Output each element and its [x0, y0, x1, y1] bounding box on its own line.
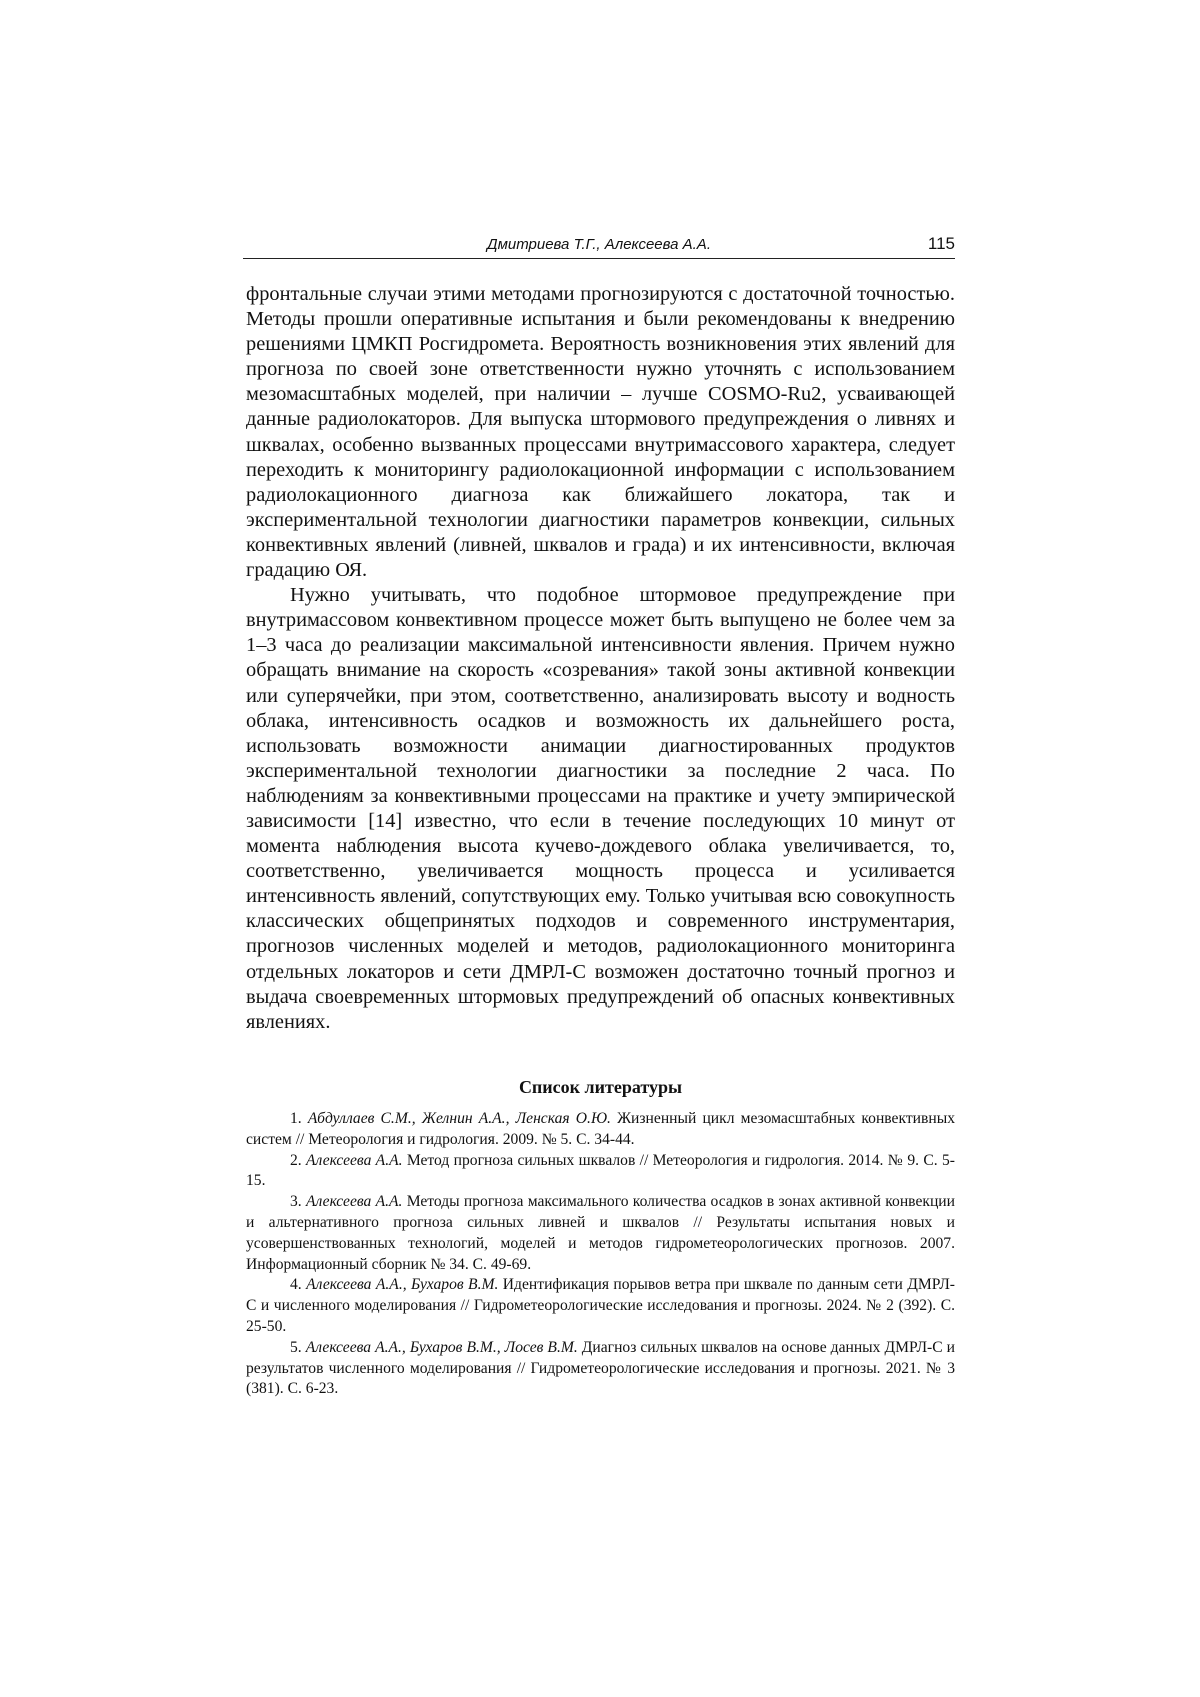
reference-item — [246, 1338, 955, 1400]
reference-text: Методы прогноза максимального количества осадков в зонах активной конвекции и альтернативного прогноза сильных ливней и шквалов // Результаты испытания новых и усовершенствованных технологий, моделей и методов гидрометеорологических прогнозов. 2007. Информационный сборник № 34. С. 49-69. — [246, 1193, 955, 1273]
reference-text: Жизненный цикл мезомасштабных конвективных систем // Метеорология и гидрология. 2009. № 5. С. 34-44. — [246, 1110, 955, 1148]
body-paragraph: Нужно учитывать, что подобное штормовое предупреждение при внутримассовом конвективном процессе может быть выпущено не более чем за 1–3 часа до реализации максимальной интенсивности явления. Причем нужно обращать внимание на скорость «созревания» такой зоны активной конвекции или суперячейки, при этом, соответственно, анализировать высоту и водность облака, интенсивность осадков и возможность их дальнейшего роста, использовать возможности анимации диагностированных продуктов экспериментальной технологии диагностики за последние 2 часа. По наблюдениям за конвективными процессами на практике и учету эмпирической зависимости [14] известно, что если в течение последующих 10 минут от момента наблюдения высота кучево-дождевого облака увеличивается, то, соответственно, увеличивается мощность процесса и усиливается интенсивность явлений, сопутствующих ему. Только учитывая всю совокупность классических общепринятых подходов и современного инструментария, прогнозов численных моделей и методов, радиолокационного мониторинга отдельных локаторов и сети ДМРЛ-С возможен достаточно точный прогноз и выдача своевременных штормовых предупреждений об опасных конвективных явлениях. — [246, 584, 955, 1033]
reference-number: 1. — [290, 1110, 302, 1127]
reference-number: 3. — [290, 1193, 302, 1211]
references-title: Список литературы — [518, 1077, 683, 1097]
reference-text: Идентификация порывов ветра при шквале по данным сети ДМРЛ-С и численного моделирования // Гидрометеорологические исследования и прогнозы. 2024. № 2 (392). С. 25-50. — [246, 1276, 955, 1335]
reference-authors: Алексеева А.А., Бухаров В.М. — [306, 1276, 499, 1294]
page-number: 115 — [927, 234, 955, 253]
reference-authors: Абдуллаев С.М., Желнин А.А., Ленская О.Ю. — [307, 1110, 611, 1127]
reference-item — [246, 1109, 955, 1151]
body-paragraph: фронтальные случаи этими методами прогнозируются с достаточной точностью. Методы прошли оперативные испытания и были рекомендованы к внедрению решениями ЦМКП Росгидромета. Вероятность возникновения этих явлений для прогноза по своей зоне ответственности нужно уточнять с использованием мезомасштабных моделей, при наличии – лучше COSMO-Ru2, усваивающей данные радиолокаторов. Для выпуска штормового предупреждения о ливнях и шквалах, особенно вызванных процессами внутримассового характера, следует переходить к мониторингу радиолокационной информации с использованием радиолокационного диагноза как ближайшего локатора, так и экспериментальной технологии диагностики параметров конвекции, сильных конвективных явлений (ливней, шквалов и града) и их интенсивности, включая градацию ОЯ. — [246, 283, 955, 582]
header-authors: Дмитриева Т.Г., Алексеева А.А. — [487, 236, 711, 253]
reference-number: 4. — [290, 1276, 302, 1294]
references-list — [246, 1109, 955, 1400]
reference-item — [246, 1192, 955, 1275]
reference-authors: Алексеева А.А. — [306, 1151, 403, 1169]
reference-authors: Алексеева А.А. — [305, 1193, 403, 1211]
reference-number: 2. — [290, 1151, 302, 1169]
reference-text: Метод прогноза сильных шквалов // Метеорология и гидрология. 2014. № 9. С. 5-15. — [246, 1151, 955, 1190]
running-header — [243, 232, 955, 259]
body-text — [246, 282, 955, 1035]
reference-text: Диагноз сильных шквалов на основе данных ДМРЛ-С и результатов численного моделирования // Гидрометеорологические исследования и прогнозы. 2021. № 3 (381). С. 6-23. — [246, 1338, 955, 1398]
reference-item — [246, 1275, 955, 1337]
reference-number: 5. — [290, 1338, 302, 1356]
reference-authors: Алексеева А.А., Бухаров В.М., Лосев В.М. — [305, 1338, 578, 1356]
reference-item — [246, 1151, 955, 1193]
